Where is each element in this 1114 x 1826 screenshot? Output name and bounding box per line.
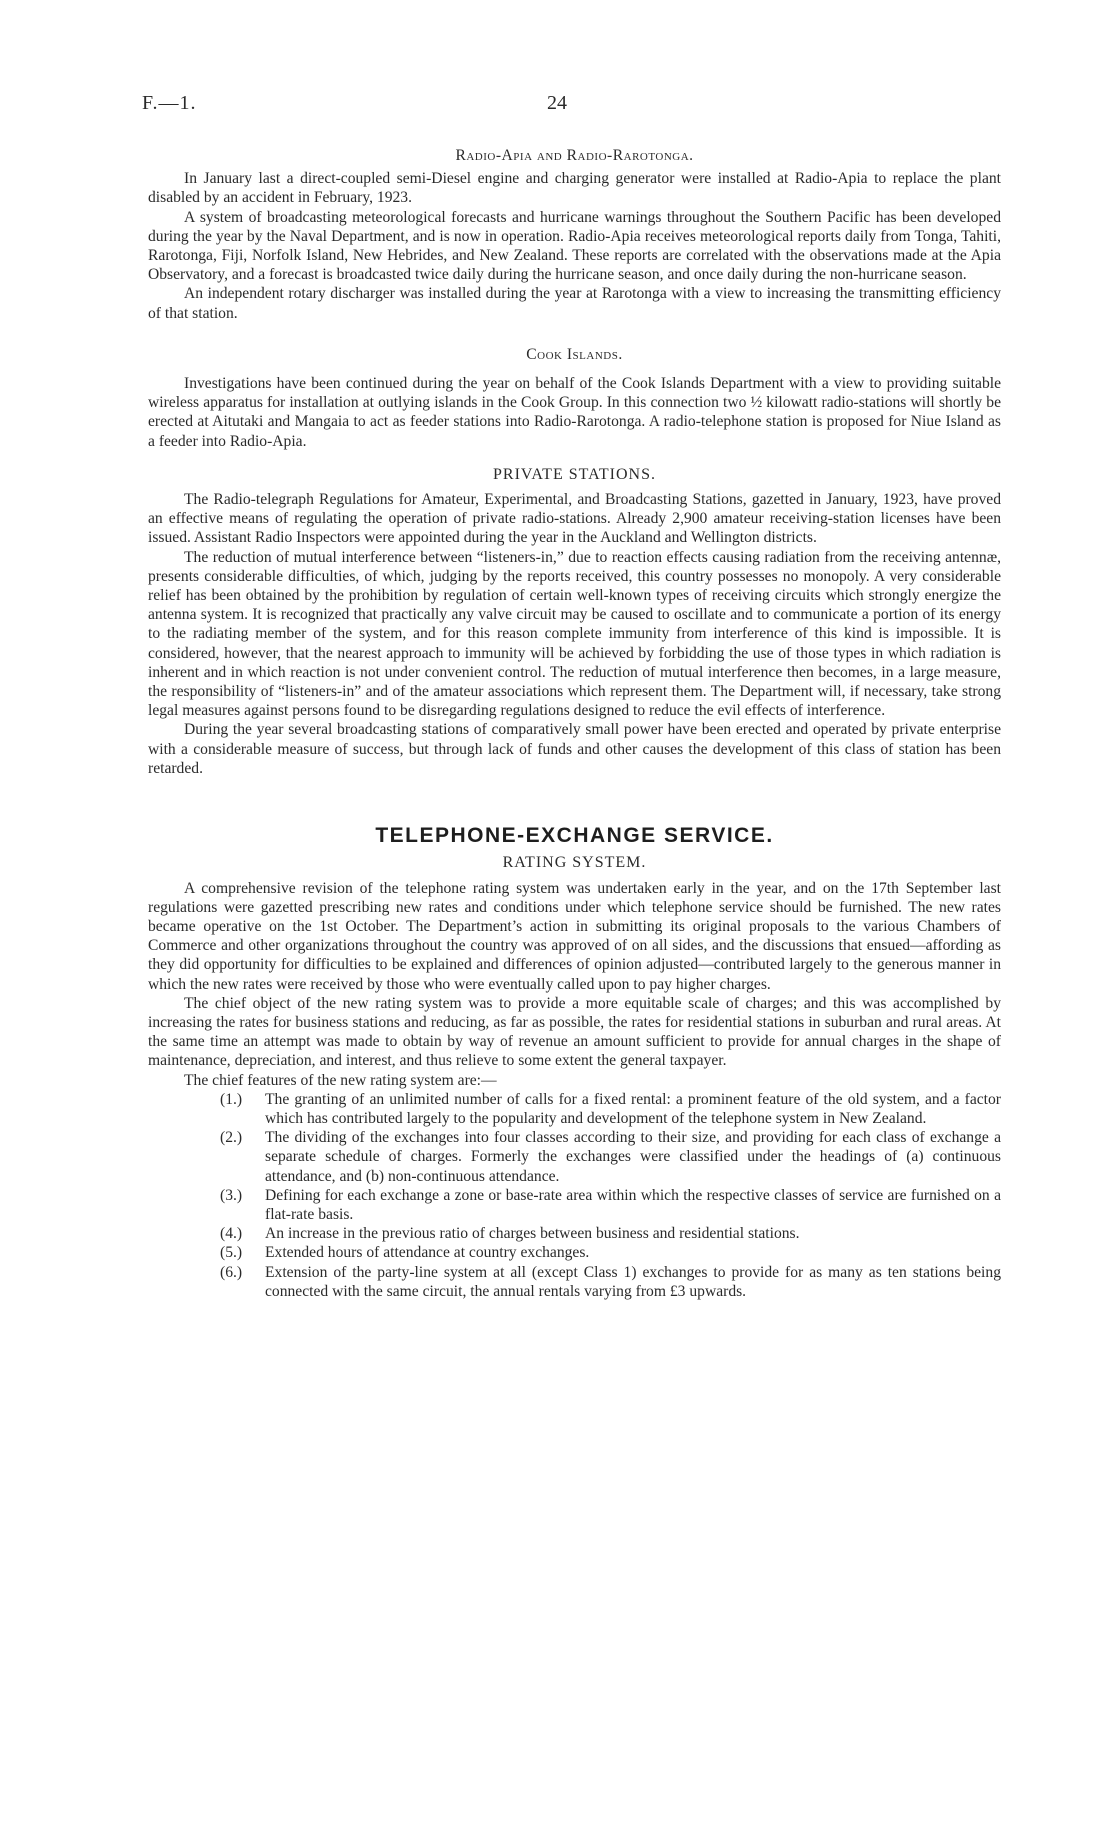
paragraph: A system of broadcasting meteorological forecasts and hurricane warnings throughout the Southern Pacific has been developed during the year by the Naval Department, and is now in operation. Radio-Apia receives meteorological reports daily from Tonga, Tahiti, Rarotonga, Fiji, Norfolk Island, New Hebrides, and New Zealand. These reports are correlated with the observations made at the Apia Observatory, and a forecast is broadcasted twice daily during the hurricane season, and once daily during the non-hurricane season. bbox=[148, 208, 1001, 284]
list-item bbox=[148, 1186, 1001, 1224]
list-text: The dividing of the exchanges into four classes according to their size, and providing for each class of exchange a separate schedule of charges. Formerly the exchanges were classified under the headings of (a) continuous attendance, and (b) non-continuous attendance. bbox=[265, 1129, 1001, 1185]
list-number: (6.) bbox=[220, 1263, 243, 1281]
section-cook-islands bbox=[148, 345, 1001, 451]
section-radio-apia bbox=[148, 146, 1001, 323]
list-text: The granting of an unlimited number of calls for a fixed rental: a prominent feature of the old system, and a factor which has contributed largely to the popularity and development of the telephone system in New Zealand. bbox=[265, 1090, 1001, 1127]
list-number: (5.) bbox=[220, 1244, 243, 1262]
list-item bbox=[148, 1090, 1001, 1128]
list-number: (4.) bbox=[220, 1225, 243, 1243]
paragraph: In January last a direct-coupled semi-Diesel engine and charging generator were installed at Radio-Apia to replace the plant disabled by an accident in February, 1923. bbox=[148, 170, 1001, 207]
paragraph: Investigations have been continued during the year on behalf of the Cook Islands Department with a view to providing suitable wireless apparatus for installation at outlying islands in the Cook Group. In this connection two ½ kilowatt radio-stations will shortly be erected at Aitutaki and Mangaia to act as feeder stations into Radio-Rarotonga. A radio-telephone station is proposed for Niue Island as a feeder into Radio-Apia. bbox=[148, 375, 1001, 450]
section-heading: Cook Islands. bbox=[526, 345, 623, 363]
document-body bbox=[148, 146, 1001, 1301]
paragraph: During the year several broadcasting stations of comparatively small power have been erected and operated by private enterprise with a considerable measure of success, but through lack of funds and other causes the development of this class of station has been retarded. bbox=[148, 721, 1001, 777]
page-number: 24 bbox=[547, 92, 567, 114]
document-reference: F.—1. bbox=[142, 92, 197, 114]
section-telephone-exchange bbox=[148, 826, 1001, 1301]
list-text: Extended hours of attendance at country exchanges. bbox=[265, 1244, 590, 1262]
paragraph: The reduction of mutual interference between “listeners-in,” due to reaction effects causing radiation from the receiving antennæ, presents considerable difficulties, of which, judging by the reports received, this country possesses no monopoly. A very considerable relief has been obtained by the prohibition by regulation of certain well-known types of receiving circuits which strongly energize the antenna system. It is recognized that practically any valve circuit may be caused to oscillate and to communicate a portion of its energy to the radiating member of the system, and for this reason complete immunity from interference of this kind is impossible. It is considered, however, that the nearest approach to immunity will be achieved by forbidding the use of those types in which radiation is inherent and in which reaction is not under convenient control. The reduction of mutual interference then becomes, in a large measure, the responsibility of “listeners-in” and of the amateur associations which represent them. The Department will, if necessary, take strong legal measures against persons found to be disregarding regulations designed to reduce the evil effects of interference. bbox=[148, 548, 1001, 720]
paragraph: The chief features of the new rating system are:— bbox=[184, 1071, 497, 1089]
main-heading: TELEPHONE-EXCHANGE SERVICE. bbox=[375, 824, 774, 848]
list-number: (1.) bbox=[220, 1090, 243, 1108]
list-item bbox=[148, 1243, 1001, 1262]
list-number: (3.) bbox=[220, 1186, 243, 1204]
list-text: Extension of the party-line system at all (except Class 1) exchanges to provide for as many as ten stations being connected with the same circuit, the annual rentals varying from £3 upwards. bbox=[265, 1263, 1001, 1300]
subheading: RATING SYSTEM. bbox=[502, 854, 647, 872]
section-heading: PRIVATE STATIONS. bbox=[493, 465, 656, 483]
list-text: Defining for each exchange a zone or base-rate area within which the respective classes of service are furnished on a flat-rate basis. bbox=[265, 1186, 1001, 1223]
list-number: (2.) bbox=[220, 1129, 243, 1147]
section-heading: Radio-Apia and Radio-Rarotonga. bbox=[455, 147, 694, 164]
section-private-stations bbox=[148, 465, 1001, 778]
paragraph: An independent rotary discharger was installed during the year at Rarotonga with a view to increasing the transmitting efficiency of that station. bbox=[148, 285, 1001, 322]
paragraph: The Radio-telegraph Regulations for Amateur, Experimental, and Broadcasting Stations, gazetted in January, 1923, have proved an effective means of regulating the operation of private radio-stations. Already 2,900 amateur receiving-station licenses have been issued. Assistant Radio Inspectors were appointed during the year in the Auckland and Wellington districts. bbox=[148, 491, 1001, 547]
paragraph: A comprehensive revision of the telephone rating system was undertaken early in the year, and on the 17th September last regulations were gazetted prescribing new rates and conditions under which telephone service should be furnished. The new rates became operative on the 1st October. The Department’s action in submitting its original proposals to the various Chambers of Commerce and other organizations throughout the country was approved of on all sides, and the discussions that ensued—affording as they did opportunity for difficulties to be explained and differences of opinion adjusted—contributed largely to the generous manner in which the new rates were received by those who were eventually called upon to pay higher charges. bbox=[148, 879, 1001, 993]
list-item bbox=[148, 1128, 1001, 1186]
page-header bbox=[0, 92, 1114, 122]
list-item bbox=[148, 1263, 1001, 1301]
paragraph: The chief object of the new rating system was to provide a more equitable scale of charges; and this was accomplished by increasing the rates for business stations and reducing, as far as possible, the rates for residential stations in suburban and rural areas. At the same time an attempt was made to obtain by way of revenue an amount sufficient to provide for annual charges in the shape of maintenance, depreciation, and interest, and thus relieve to some extent the general taxpayer. bbox=[148, 994, 1001, 1070]
features-list bbox=[148, 1090, 1001, 1301]
list-item bbox=[148, 1224, 1001, 1243]
list-text: An increase in the previous ratio of charges between business and residential stations. bbox=[265, 1225, 800, 1243]
